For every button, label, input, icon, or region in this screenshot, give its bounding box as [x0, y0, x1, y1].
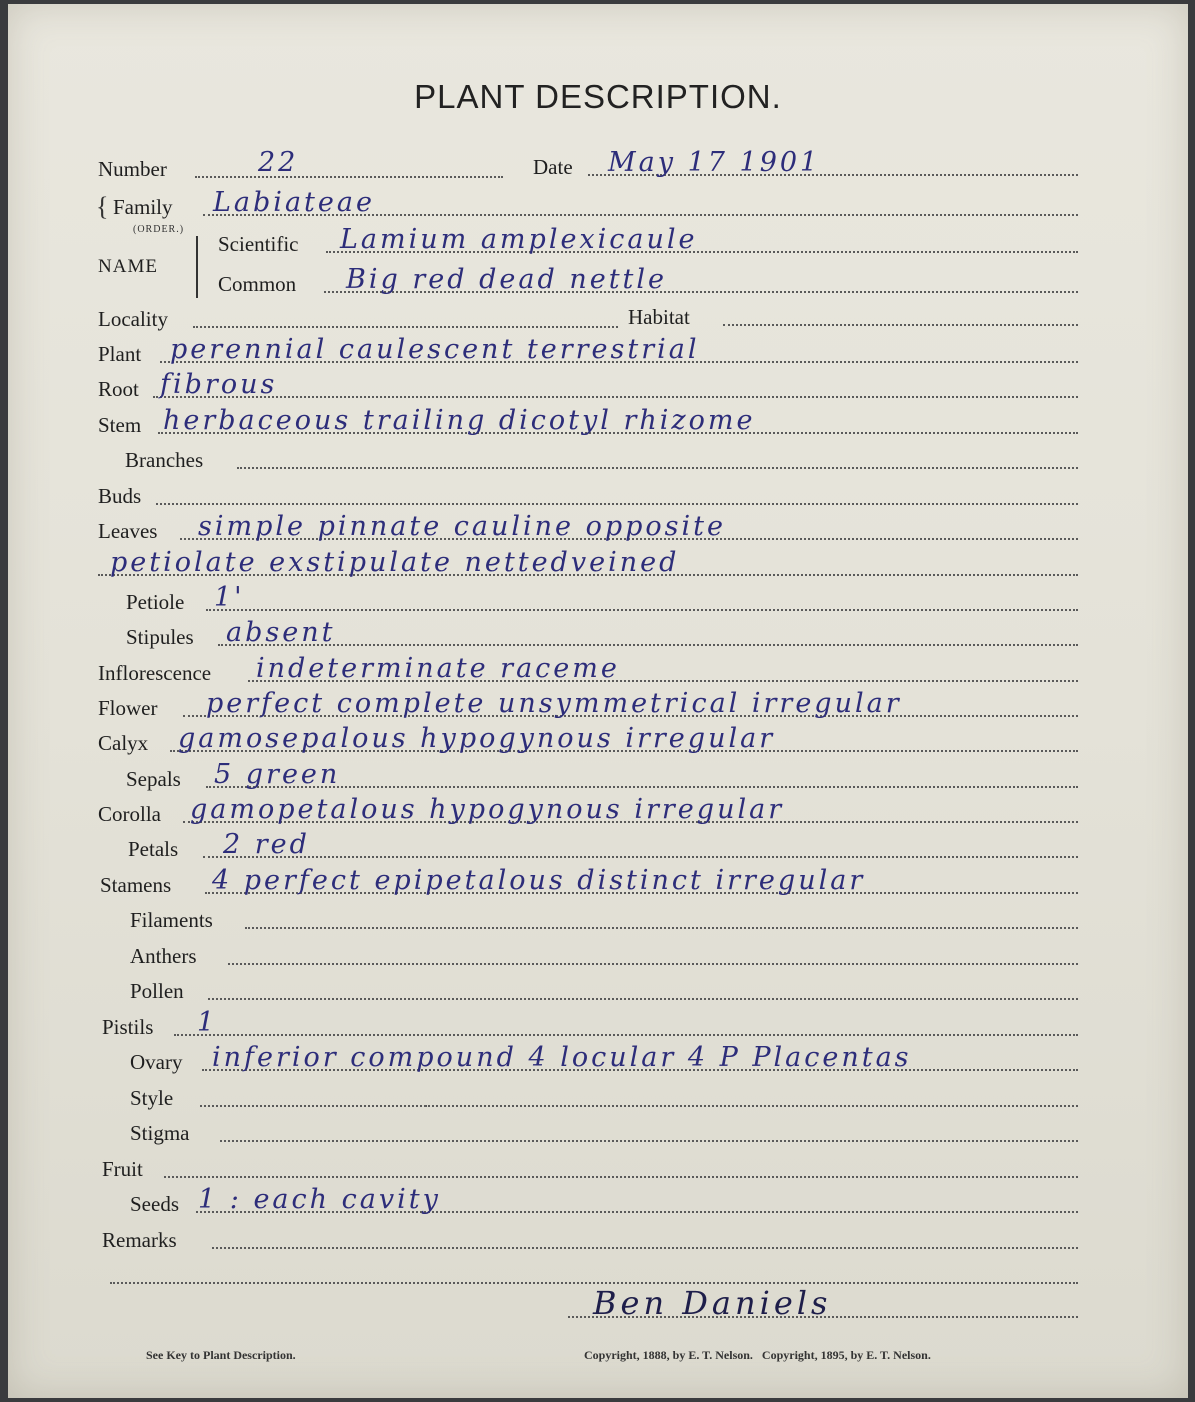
fruit-line	[164, 1176, 1078, 1178]
stamens-row	[100, 865, 1078, 900]
inflorescence-value: indeterminate raceme	[256, 653, 620, 684]
petiole-value: 1'	[214, 582, 245, 613]
style-label: Style	[130, 1086, 174, 1110]
ovary-label: Ovary	[130, 1050, 183, 1074]
stigma-row	[130, 1118, 1078, 1148]
plant-label: Plant	[98, 342, 142, 366]
sepals-label: Sepals	[126, 767, 181, 791]
sepals-value: 5 green	[214, 759, 341, 790]
calyx-label: Calyx	[98, 731, 149, 755]
pollen-label: Pollen	[130, 979, 184, 1003]
petals-line	[203, 856, 1078, 858]
name-bracket	[196, 236, 198, 298]
filaments-row	[130, 905, 1078, 935]
flower-value: perfect complete unsymmetrical irregular	[206, 688, 902, 719]
fruit-row	[102, 1154, 1078, 1184]
stipules-value: absent	[226, 617, 336, 648]
habitat-row	[628, 302, 1078, 332]
stem-row	[98, 405, 1078, 440]
remarks-line	[212, 1247, 1078, 1249]
stamens-value: 4 perfect epipetalous distinct irregular	[212, 865, 866, 896]
inflorescence-row	[98, 653, 1078, 688]
fruit-label: Fruit	[102, 1157, 143, 1181]
common-label: Common	[218, 272, 297, 296]
corolla-label: Corolla	[98, 802, 161, 826]
root-label: Root	[98, 377, 139, 401]
remarks-row	[102, 1225, 1078, 1255]
footer-key-note: See Key to Plant Description.	[146, 1348, 296, 1362]
flower-label: Flower	[98, 696, 158, 720]
filaments-label: Filaments	[130, 908, 213, 932]
name-label: NAME	[98, 256, 158, 277]
scientific-row	[218, 224, 1078, 259]
root-line	[153, 396, 1078, 398]
leaves-value-2: petiolate exstipulate nettedveined	[110, 547, 680, 578]
seeds-value: 1 : each cavity	[198, 1184, 441, 1215]
ovary-value: inferior compound 4 locular 4 P Placentas	[212, 1042, 912, 1073]
root-value: fibrous	[160, 369, 278, 400]
stigma-label: Stigma	[130, 1121, 190, 1145]
locality-line	[193, 326, 618, 328]
flower-row	[98, 688, 1078, 723]
locality-label: Locality	[98, 307, 168, 331]
petals-row	[128, 829, 1078, 864]
pistils-label: Pistils	[102, 1015, 154, 1039]
buds-line	[156, 503, 1078, 505]
stem-value: herbaceous trailing dicotyl rhizome	[163, 405, 756, 436]
plant-row	[98, 334, 1078, 369]
buds-label: Buds	[98, 484, 142, 508]
number-value: 22	[258, 147, 299, 178]
pollen-line	[208, 998, 1078, 1000]
date-label: Date	[533, 155, 573, 179]
pistils-row	[102, 1007, 1078, 1042]
style-line	[200, 1105, 438, 1107]
petals-value: 2 red	[223, 829, 310, 860]
stipules-line	[218, 644, 1078, 646]
petals-label: Petals	[128, 837, 179, 861]
corolla-row	[98, 794, 1078, 829]
habitat-label: Habitat	[628, 305, 690, 329]
buds-row	[98, 481, 1078, 511]
petiole-line	[206, 609, 1078, 611]
corolla-value: gamopetalous hypogynous irregular	[190, 794, 785, 825]
scientific-value: Lamium amplexicaule	[340, 224, 698, 255]
number-line	[195, 176, 503, 178]
stipules-row	[126, 617, 1078, 652]
family-label: Family	[113, 195, 173, 219]
stigma-line	[220, 1140, 1078, 1142]
pistils-line	[174, 1034, 1078, 1036]
filaments-line	[245, 927, 1078, 929]
leaves-label: Leaves	[98, 519, 158, 543]
scientific-label: Scientific	[218, 232, 299, 256]
stamens-label: Stamens	[100, 873, 172, 897]
family-value: Labiateae	[213, 187, 375, 218]
inflorescence-label: Inflorescence	[98, 661, 212, 685]
leaves-row	[98, 511, 1078, 546]
anthers-label: Anthers	[130, 944, 197, 968]
date-row	[533, 147, 1078, 182]
ovary-row	[130, 1042, 1078, 1077]
stipules-label: Stipules	[126, 625, 194, 649]
common-row	[218, 264, 1078, 299]
petiole-label: Petiole	[126, 590, 185, 614]
branches-label: Branches	[125, 448, 204, 472]
date-value: May 17 1901	[608, 147, 821, 178]
number-row	[98, 147, 503, 184]
anthers-line	[228, 963, 1078, 965]
plant-description-sheet	[8, 4, 1188, 1398]
sepals-row	[126, 759, 1078, 794]
footer-copyright: Copyright, 1888, by E. T. Nelson. Copyright, 1895, by E. T. Nelson.	[584, 1348, 931, 1362]
pollen-row	[130, 976, 1078, 1006]
family-brace: {	[96, 192, 109, 221]
calyx-row	[98, 723, 1078, 758]
order-label: (ORDER.)	[133, 224, 185, 235]
stem-label: Stem	[98, 413, 142, 437]
signature: Ben Daniels	[593, 1284, 832, 1322]
pistils-value: 1	[197, 1007, 218, 1038]
calyx-value: gamosepalous hypogynous irregular	[178, 723, 776, 754]
family-row	[113, 187, 1078, 222]
branches-row	[125, 445, 1078, 475]
style-line-2	[425, 1105, 1078, 1107]
leaves-value: simple pinnate cauline opposite	[198, 511, 727, 542]
branches-line	[237, 467, 1078, 469]
locality-row	[98, 304, 618, 334]
seeds-row	[130, 1184, 1078, 1219]
anthers-row	[130, 941, 1078, 971]
petiole-row	[126, 582, 1078, 617]
common-value: Big red dead nettle	[346, 264, 668, 295]
leaves-row-2	[98, 547, 1078, 582]
page-title: PLANT DESCRIPTION.	[414, 78, 782, 115]
seeds-label: Seeds	[130, 1192, 179, 1216]
style-row	[130, 1083, 1078, 1113]
number-label: Number	[98, 157, 167, 181]
plant-value: perennial caulescent terrestrial	[170, 334, 700, 365]
root-row	[98, 369, 1078, 404]
habitat-line	[723, 324, 1078, 326]
remarks-label: Remarks	[102, 1228, 177, 1252]
